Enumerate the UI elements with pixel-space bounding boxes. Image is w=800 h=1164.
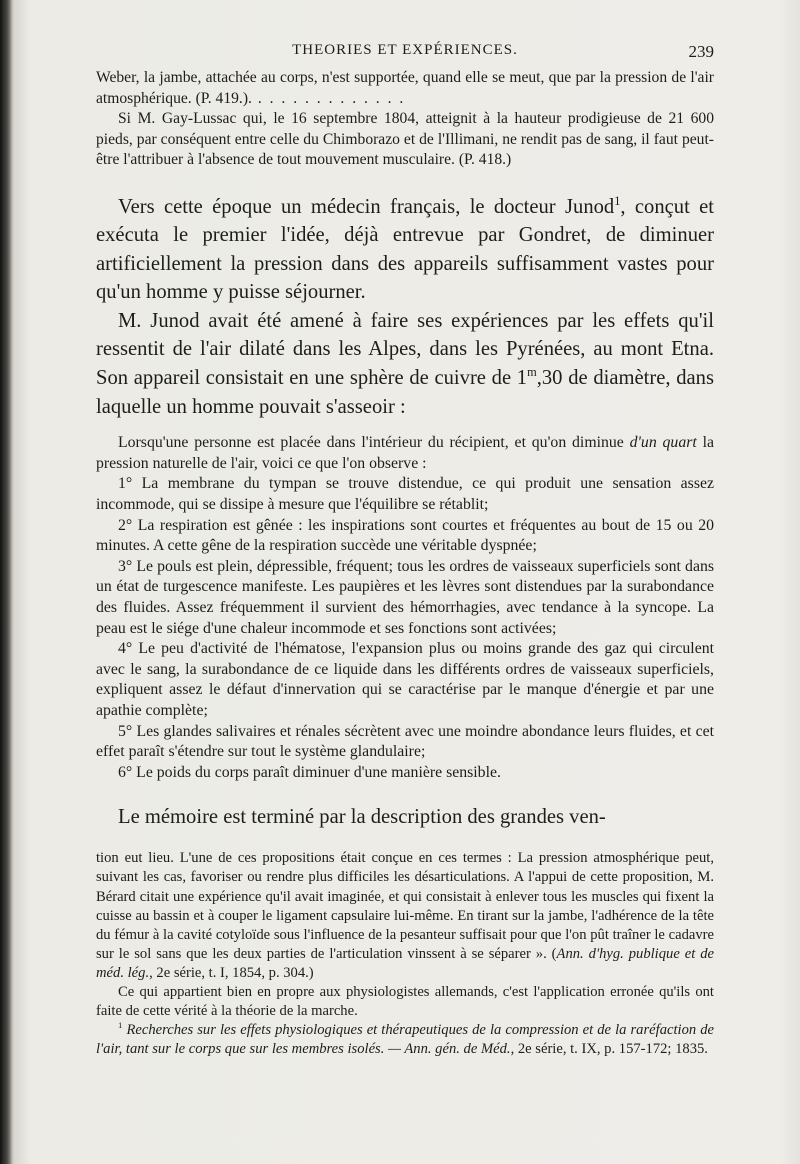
footnote-1-number: 1 — [118, 1020, 123, 1031]
quote-intro — [96, 433, 714, 474]
footnote-1-title: Recherches sur les effets physiologiques et thérapeutiques de la compression et de la raréfaction de l'air, tant sur le corps que sur les membres isolés. — Ann. gén. de Méd. — [96, 1022, 715, 1058]
quote-item-1: 1° La membrane du tympan se trouve distendue, ce qui produit une sensation assez incommode, qui se dissipe à mesure que l'équilibre se rétablit; — [96, 475, 714, 514]
fn-cont-b: , 2e série, t. I, 1854, p. 304.) — [149, 964, 314, 981]
quote-item-2: 2° La respiration est gênée : les inspirations sont courtes et fréquentes au bout de 15 ou 20 minutes. A cette gêne de la respiration succède une véritable dyspnée; — [96, 516, 714, 555]
quote-intro-b: la pression naturelle de l'air, voici ce que l'on observe : — [96, 434, 714, 472]
intro-quote — [96, 68, 714, 171]
quote-intro-a: Lorsqu'une personne est placée dans l'intérieur du récipient, et qu'on diminue — [118, 434, 630, 452]
fn-cont-a: tion eut lieu. L'une de ces propositions était conçue en ces termes : La pression atmosphérique peut, suivant les cas, favoriser ou rendre plus difficiles les désarticulations. A l'appui de cette proposition, M. Bérard citait une expérience qu'il avait imaginée, et qui consistait à enlever tous les muscles qui fixent la cuisse au bassin et à couper le ligament capsulaire lui-même. En tirant sur la jambe, l'adhérence de la tête du fémur à la cavité cotyloïde sous l'influence de la pesanteur suffisait pour que l'on pût traîner le cadavre sur le sol sans que les deux parties de l'articulation vinssent à se séparer ». ( — [96, 850, 714, 962]
junod-quote — [96, 433, 714, 783]
meter-sup: m — [527, 365, 537, 380]
binding-shadow — [0, 0, 12, 1164]
footnote-ref-1: 1 — [614, 193, 621, 208]
main-text — [96, 193, 714, 422]
page-content — [96, 38, 714, 1059]
main-paragraph-2 — [96, 307, 714, 421]
running-header — [96, 38, 714, 68]
footnotes — [96, 849, 714, 1059]
footnote-continuation — [96, 849, 714, 983]
intro-dots: . . . . . . . . . . . . . — [251, 89, 406, 107]
quote-item-6: 6° Le poids du corps paraît diminuer d'une manière sensible. — [118, 763, 501, 781]
main-p2-b: ,30 de diamètre, dans laquelle un homme pouvait s'asseoir : — [96, 367, 714, 418]
quote-item-3: 3° Le pouls est plein, dépressible, fréquent; tous les ordres de vaisseaux superficiels sont dans un état de turgescence manifeste. Les paupières et les lèvres sont distendues par la surabondance des fluides. Assez fréquemment il survient des hémorrhagies, avec tendance à la syncope. La peau est le siége d'une chaleur incommode et ses fonctions sont activées; — [96, 557, 714, 637]
intro-text: Weber, la jambe, attachée au corps, n'est supportée, quand elle se meut, que par la pression de l'air atmosphérique. (P. 419.). — [96, 69, 714, 107]
fn-cont-em: Ann. d'hyg. publique et de méd. lég. — [96, 945, 714, 981]
footnote-paragraph-2: Ce qui appartient bien en propre aux physiologistes allemands, c'est l'application erronée qu'ils ont faite de cette vérité à la théorie de la marche. — [96, 984, 714, 1020]
intro-line — [96, 68, 714, 109]
quote-item-4: 4° Le peu d'activité de l'hématose, l'expansion plus ou moins grande des gaz qui circulent avec le sang, la surabondance de ce liquide dans les différents ordres de vaisseaux superficiels, expliquent assez le défaut d'innervation qui se caractérise par le manque d'énergie et par une apathie complète; — [96, 640, 714, 719]
footnote-1 — [96, 1021, 714, 1059]
running-title: THEORIES ET EXPÉRIENCES. — [292, 42, 518, 58]
intro-paragraph-2: Si M. Gay-Lussac qui, le 16 septembre 1804, atteignit à la hauteur prodigieuse de 21 600 pieds, par conséquent entre celle du Chimborazo et de l'Illimani, ne rendit pas de sang, il faut peut-être l'attribuer à l'absence de tout mouvement musculaire. (P. 418.) — [96, 110, 714, 168]
main-p2-a: M. Junod avait été amené à faire ses expériences par les effets qu'il ressentit de l'air dilaté dans les Alpes, dans les Pyrénées, au mont Etna. Son appareil consistait en une sphère de cuivre de 1 — [96, 309, 714, 390]
closing-line: Le mémoire est terminé par la description des grandes ven- — [118, 806, 606, 829]
main-p1-a: Vers cette époque un médecin français, le docteur Junod — [118, 195, 615, 218]
main-paragraph-1 — [96, 193, 714, 307]
page-number: 239 — [688, 42, 714, 61]
main-p1-b: , conçut et exécuta le premier l'idée, déjà entrevue par Gondret, de diminuer artificiellement la pression dans des appareils suffisamment vastes pour qu'un homme y puisse séjourner. — [96, 195, 715, 304]
footnote-1-ref: , 2e série, t. IX, p. 157-172; 1835. — [510, 1041, 708, 1058]
quote-item-5: 5° Les glandes salivaires et rénales sécrètent avec une moindre abondance leurs fluides, et cet effet paraît s'étendre sur tout le système glandulaire; — [96, 722, 714, 761]
quote-intro-em: d'un quart — [629, 434, 697, 452]
